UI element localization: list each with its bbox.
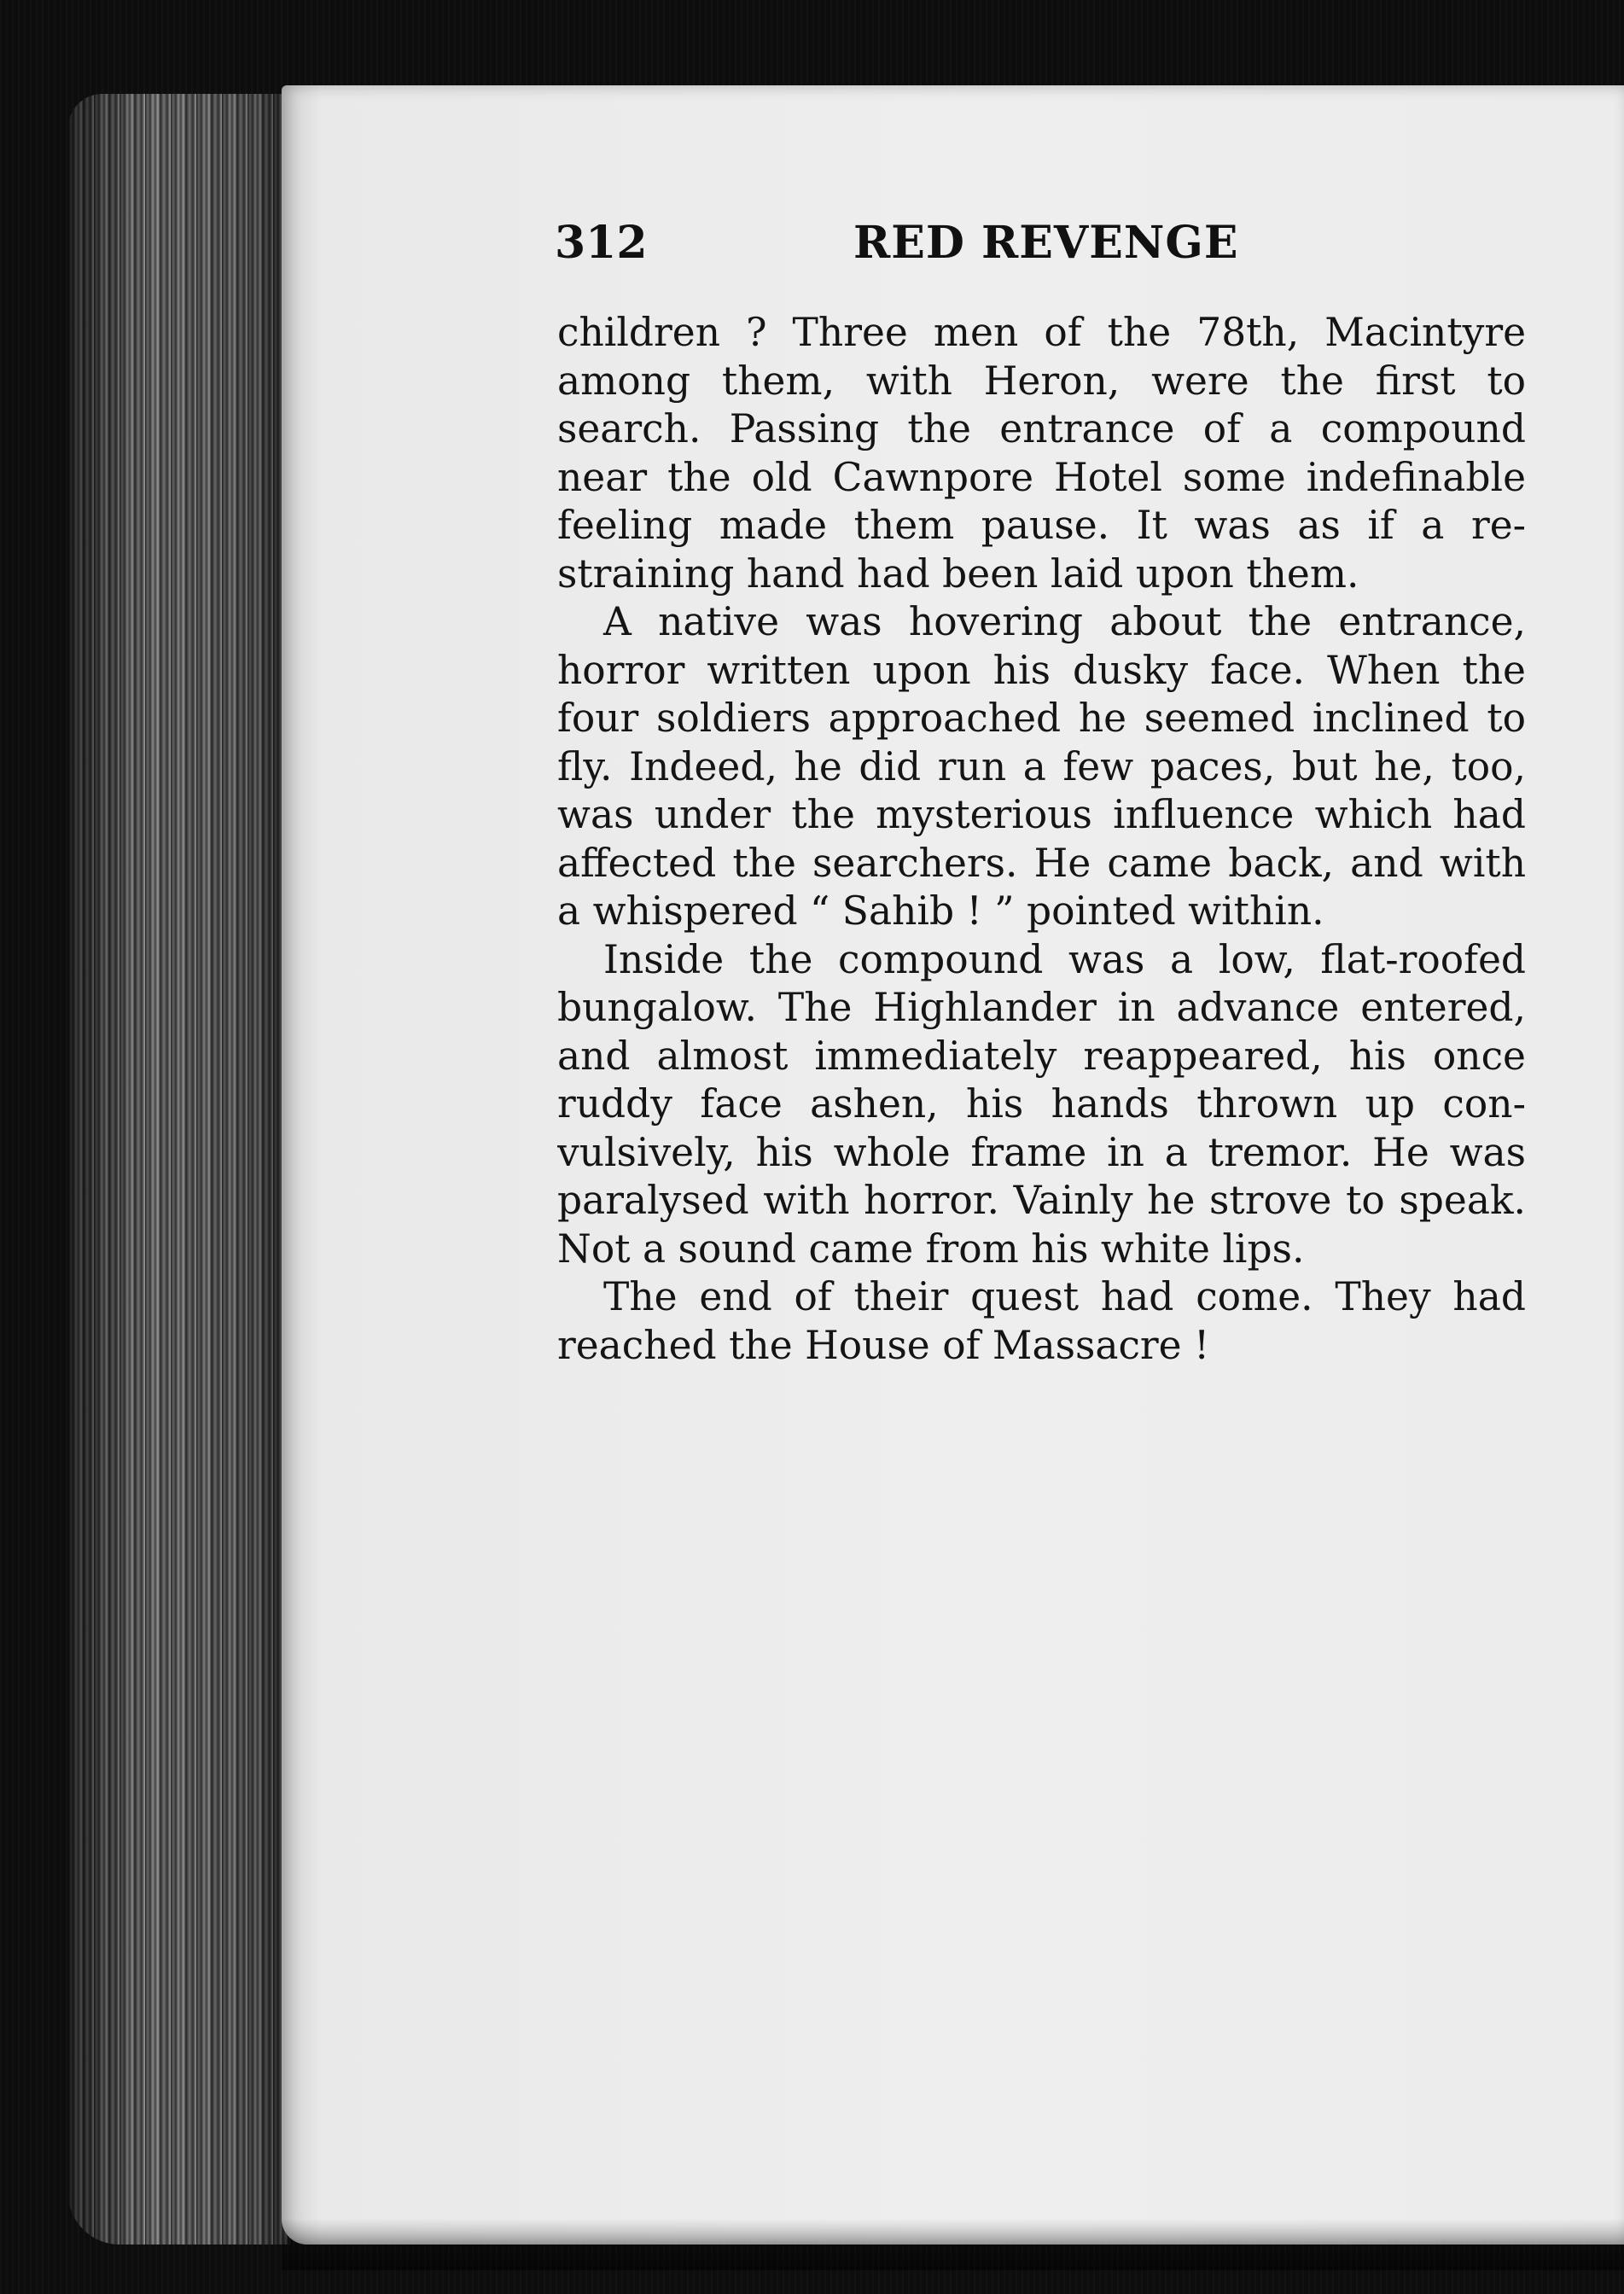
text-line: a whispered “ Sahib ! ” pointed within.	[557, 888, 1324, 934]
text-line: feeling made them pause. It was as if a re-	[557, 503, 1526, 548]
text-line: four soldiers approached he seemed inclined to	[557, 696, 1526, 741]
page-header	[555, 209, 1528, 277]
text-line: paralysed with horror. Vainly he strove to speak.	[557, 1178, 1526, 1223]
text-line: among them, with Heron, were the first to	[557, 358, 1526, 404]
text-line: straining hand had been laid upon them.	[557, 550, 1359, 597]
running-title: RED REVENGE	[853, 217, 1239, 269]
text-line: The end of their quest had come. They had	[603, 1274, 1526, 1319]
text-line: search. Passing the entrance of a compound	[557, 406, 1526, 451]
text-line: Not a sound came from his white lips.	[557, 1226, 1305, 1272]
page-bottom-shadow	[282, 2219, 1624, 2270]
text-line: reached the House of Massacre !	[557, 1322, 1210, 1368]
text-line: was under the mysterious influence which had	[557, 792, 1526, 837]
book-page-edges	[68, 94, 290, 2245]
text-line: vulsively, his whole frame in a tremor. He was	[557, 1129, 1526, 1175]
text-line: children ? Three men of the 78th, Macintyre	[557, 310, 1526, 355]
text-line: affected the searchers. He came back, and with	[557, 840, 1526, 886]
text-line: bungalow. The Highlander in advance entered,	[557, 985, 1526, 1030]
body-text	[557, 309, 1526, 1370]
text-line: near the old Cawnpore Hotel some indefinable	[557, 454, 1526, 500]
text-line: and almost immediately reappeared, his once	[557, 1033, 1526, 1079]
text-line: Inside the compound was a low, flat-roofed	[603, 936, 1526, 982]
page-number: 312	[555, 217, 648, 269]
text-line: ruddy face ashen, his hands thrown up con-	[557, 1081, 1526, 1127]
text-line: horror written upon his dusky face. When the	[557, 647, 1526, 693]
text-line: fly. Indeed, he did run a few paces, but he, too,	[557, 743, 1526, 789]
text-line: A native was hovering about the entrance,	[603, 599, 1526, 644]
